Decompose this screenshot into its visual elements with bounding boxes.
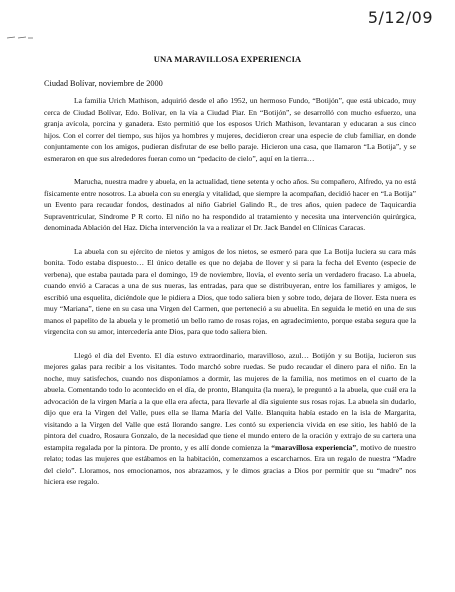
paragraph-4-bold-phrase: “maravillosa experiencia” <box>271 442 357 452</box>
paragraph-2-text: Marucha, nuestra madre y abuela, en la actualidad, tiene setenta y ocho años. Su compañero, Alfredo, ya no está físicamente entre nosotros. La abuela con su energía y vitalidad, que siempre la acompañan, decidió hacer en “La Botija” un Evento para recaudar fondos, destinados al niño Gabriel Galindo R., de tres años, quien padece de Taquicardia Supraventricular, Síndrome P R corto. El niño no ha respondido al tratamiento y necesita una intervención quirúrgica, denominada Ablación del Haz. Dicha intervención la va a realizar el Dr. Jack Bandel en Clínicas Caracas. <box>44 177 416 232</box>
document-body <box>44 95 416 500</box>
paragraph-3 <box>44 246 416 338</box>
scan-mark <box>6 32 34 42</box>
paragraph-1-text: La familia Urich Mathison, adquirió desde el año 1952, un hermoso Fundo, “Botijón”, que está ubicado, muy cerca de Ciudad Bolívar, Edo. Bolívar, en la vía a Ciudad Piar. En “Botijón”, se desarrolló con mucho esfuerzo, una granja avícola, porcina y ganadera. Esto permitió que los esposos Urich Mathison, levantaran y educaran a sus cinco hijos. Con el correr del tiempo, sus hijos ya hombres y mujeres, decidieron crear una especie de club familiar, en donde conjuntamente con los amigos, pudieran disfrutar de ese bello paraje. Hicieron una casa, que llamaron “La Botija”, y se esmeraron en que sus alrededores fueran como un “pedacito de cielo”, aquí en la tierra… <box>44 96 416 163</box>
paragraph-4-text-start: Llegó el día del Evento. El día estuvo extraordinario, maravilloso, azul… Botijón y su Botija, lucieron sus mejores galas para recibir a los visitantes. Todo marchó sobre ruedas. Se pudo recaudar el dinero para el niño. En la noche, muy satisfechos, cuando nos disponíamos a dormir, las mujeres de la familia, nos metimos en el cuarto de la abuela. Comentando todo lo acontecido en el día, de pronto, Blanquita (la nuera), le preguntó a la abuela, que cuál era la advocación de la virgen María a la que ella era afecta, para llevarle al día siguiente sus rosas rojas. La abuela sin dudarlo, dijo que era la Virgen del Valle, pues ella se llama María del Valle. Blanquita había estado en la isla de Margarita, visitando a la Virgen del Valle que está llorando sangre. Les contó su experiencia vivida en ese sitio, les habló de la pintora del cuadro, Rosaura Gonzalo, de la necesidad que tiene el mundo entero de la oración y extrajo de su cartera una estampita regalada por la pintora. De pronto, y es allí donde comienza la <box>44 350 416 452</box>
paragraph-4-text-end: , motivo de nuestro relato; todas las mujeres que estábamos en la habitación, comenzamos a escarcharnos. Era un regalo de nuestra “Madre del cielo”. Lloramos, nos emocionamos, nos abrazamos, y le dimos gracias a Dios por permitir que su “madre” nos hiciera ese regalo. <box>44 442 416 486</box>
handwritten-date: 5/12/09 <box>367 8 433 27</box>
paragraph-2 <box>44 176 416 234</box>
dateline: Ciudad Bolívar, noviembre de 2000 <box>44 79 163 88</box>
paragraph-1 <box>44 95 416 164</box>
document-title: UNA MARAVILLOSA EXPERIENCIA <box>153 54 302 64</box>
paragraph-3-text: La abuela con su ejército de nietos y amigos de los nietos, se esmeró para que La Botija luciera su cara más bonita. Todo estaba dispuesto… El único detalle es que no dejaba de llover y si para la fecha del Evento (especie de verbena), que estaba pautada para el domingo, 19 de noviembre, llovía, el evento sería un verdadero fracaso. La abuela, cuando envió a Caracas a una de sus nueras, las entradas, para que se distribuyeran, entre los familiares y amigos, le escribió una esquelita, diciéndole que le pidiera a Dios, que todo saliera bien y sobre todo, dejara de llover. Esta nuera es muy “Mariana”, tiene en su casa una Virgen del Carmen, que perteneció a su abuelita. En seguida le metió en una de sus manos el papelito de la abuela y le prometió un bello ramo de rosas rojas, en agradecimiento, porque estaba segura que la virgencita con su amor, intercedería ante Dios, para que todo saliera bien. <box>44 246 416 336</box>
paragraph-4 <box>44 350 416 488</box>
